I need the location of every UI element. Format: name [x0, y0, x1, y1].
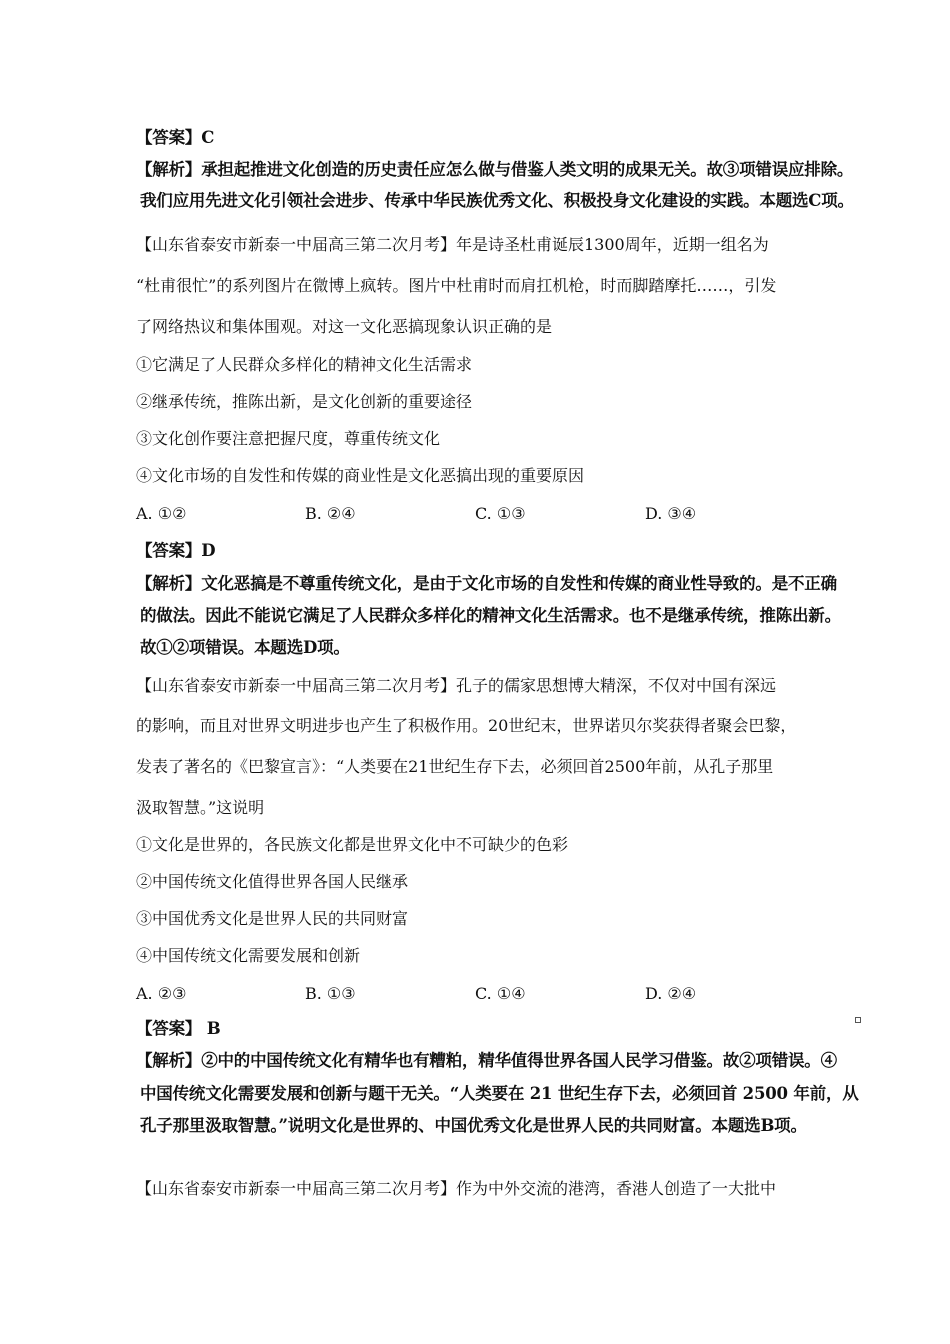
q2-choice-a: A. ①②: [136, 504, 187, 523]
q3-choice-d: D. ②④: [645, 984, 697, 1003]
q2-option: ④文化市场的自发性和传媒的商业性是文化恶搞出现的重要原因: [136, 466, 585, 485]
q2-option: ③文化创作要注意把握尺度，尊重传统文化: [136, 429, 441, 448]
q3-stem-line: 【山东省泰安市新泰一中届高三第二次月考】孔子的儒家思想博大精深，不仅对中国有深远: [136, 676, 777, 695]
q2-choice-c: C. ①③: [475, 504, 526, 523]
q2-stem-line: 【山东省泰安市新泰一中届高三第二次月考】年是诗圣杜甫诞辰1300周年，近期一组名为: [136, 235, 769, 254]
q2-analysis-line: 的做法。因此不能说它满足了人民群众多样化的精神文化生活需求。也不是继承传统，推陈出新。: [140, 606, 841, 625]
q3-analysis-line: 中国传统文化需要发展和创新与题干无关。“人类要在 21 世纪生存下去，必须回首 2500 年前，从: [140, 1084, 859, 1103]
q2-option: ②继承传统，推陈出新，是文化创新的重要途径: [136, 392, 473, 411]
square-mark-icon: [855, 1017, 861, 1023]
q2-analysis-line: 故①②项错误。本题选D项。: [140, 638, 350, 657]
q2-choice-b: B. ②④: [305, 504, 356, 523]
q3-choice-c: C. ①④: [475, 984, 526, 1003]
q3-option: ④中国传统文化需要发展和创新: [136, 946, 361, 965]
q3-analysis-line: 【解析】②中的中国传统文化有精华也有糟粕，精华值得世界各国人民学习借鉴。故②项错误。④: [136, 1051, 837, 1070]
q3-choice-b: B. ①③: [305, 984, 356, 1003]
q4-stem-line: 【山东省泰安市新泰一中届高三第二次月考】作为中外交流的港湾，香港人创造了一大批中: [136, 1179, 777, 1198]
q3-option: ③中国优秀文化是世界人民的共同财富: [136, 909, 409, 928]
q3-stem-line: 发表了著名的《巴黎宣言》：“人类要在21世纪生存下去，必须回首2500年前，从孔子那里: [136, 757, 774, 776]
q2-stem-line: 了网络热议和集体围观。对这一文化恶搞现象认识正确的是: [136, 317, 553, 336]
q2-answer: 【答案】D: [136, 541, 216, 560]
q3-analysis-line: 孔子那里汲取智慧。”说明文化是世界的、中国优秀文化是世界人民的共同财富。本题选B项。: [140, 1116, 807, 1135]
q1-answer: 【答案】C: [136, 128, 215, 147]
q2-analysis-line: 【解析】文化恶搞是不尊重传统文化，是由于文化市场的自发性和传媒的商业性导致的。是不正确: [136, 574, 837, 593]
q3-option: ②中国传统文化值得世界各国人民继承: [136, 872, 409, 891]
q2-choice-d: D. ③④: [645, 504, 697, 523]
q3-answer: 【答案】 B: [136, 1019, 221, 1038]
q1-analysis-line: 【解析】承担起推进文化创造的历史责任应怎么做与借鉴人类文明的成果无关。故③项错误应排除。: [136, 160, 854, 179]
q1-analysis-line: 我们应用先进文化引领社会进步、传承中华民族优秀文化、积极投身文化建设的实践。本题选C项。: [140, 191, 854, 210]
q3-stem-line: 的影响，而且对世界文明进步也产生了积极作用。20世纪末，世界诺贝尔奖获得者聚会巴黎，: [136, 716, 797, 735]
q2-stem-line: “杜甫很忙”的系列图片在微博上疯转。图片中杜甫时而肩扛机枪，时而脚踏摩托……，引发: [136, 276, 777, 295]
q2-option: ①它满足了人民群众多样化的精神文化生活需求: [136, 355, 473, 374]
q3-option: ①文化是世界的，各民族文化都是世界文化中不可缺少的色彩: [136, 835, 569, 854]
q3-stem-line: 汲取智慧。”这说明: [136, 798, 265, 817]
q3-choice-a: A. ②③: [136, 984, 187, 1003]
